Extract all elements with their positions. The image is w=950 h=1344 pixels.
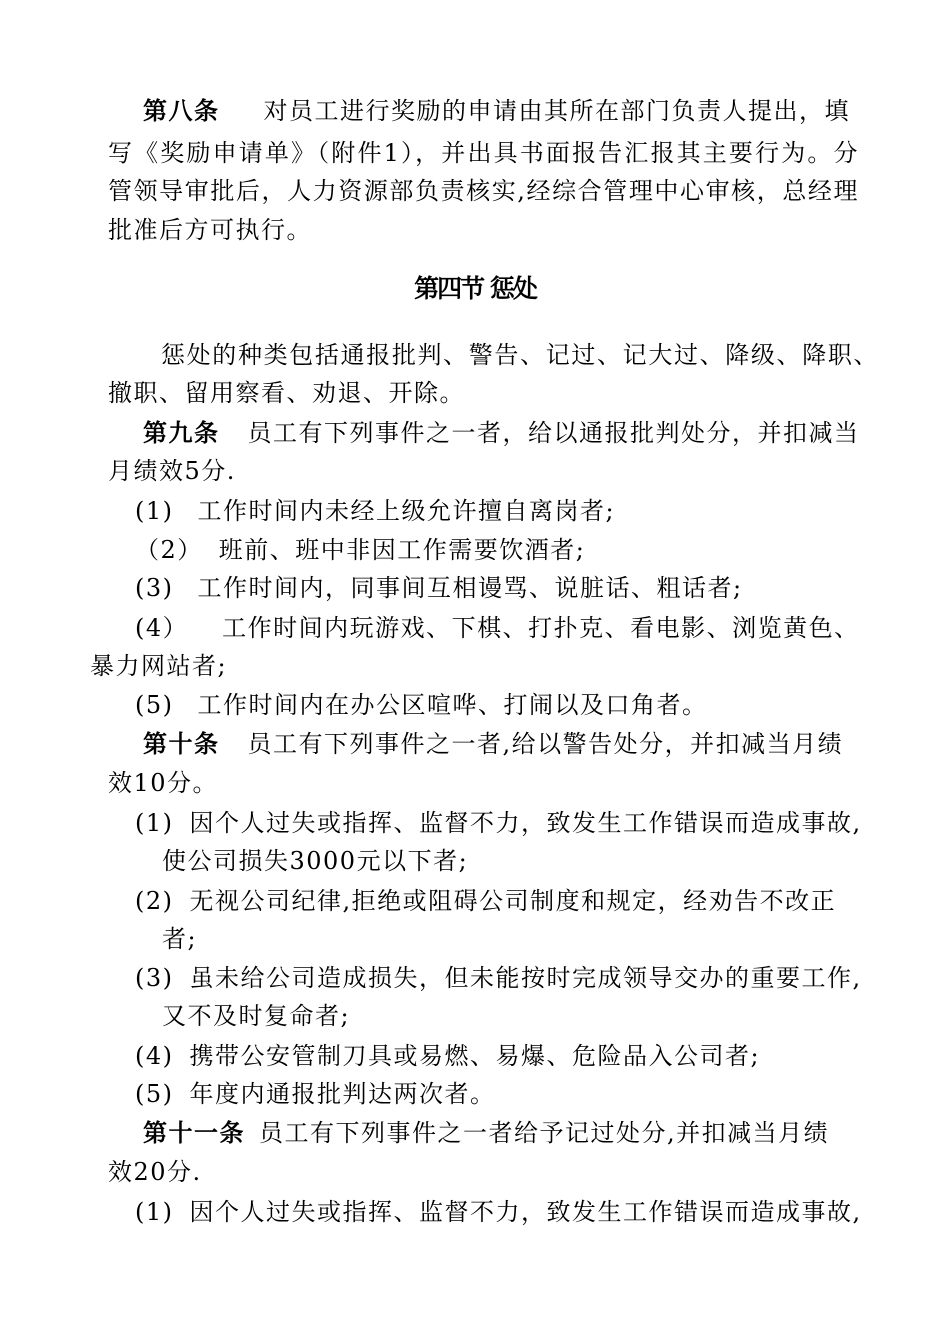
article-10-item-1-continued: 使公司损失3000元以下者; (162, 847, 469, 875)
section-4-title: 第四节 惩处 (414, 274, 536, 303)
item-number: (2) (135, 887, 174, 915)
article-10-item-1 (135, 808, 862, 838)
item-text: 年度内通报批判达两次者。 (189, 1080, 496, 1108)
article-10-label: 第十条 (143, 730, 220, 758)
article-8-line-1 (143, 96, 859, 126)
item-number: (3) (135, 574, 174, 602)
article-9-item-5 (135, 690, 708, 720)
article-9-line-2: 月绩效5分. (108, 457, 236, 485)
item-number: (4） (135, 614, 189, 642)
article-8-line-3: 管领导审批后，人力资源部负责核实,经综合管理中心审核，总经理 (108, 177, 859, 205)
item-text: 工作时间内玩游戏、下棋、打扑克、看电影、浏览黄色、 (222, 614, 860, 642)
article-10-item-2-continued: 者; (162, 925, 198, 953)
item-number: (5) (135, 1080, 174, 1108)
article-10-text-1: 员工有下列事件之一者,给以警告处分，并扣减当月绩 (247, 730, 844, 758)
item-text: 携带公安管制刀具或易燃、易爆、危险品入公司者; (189, 1042, 761, 1070)
item-text: 虽未给公司造成损失，但未能按时完成领导交办的重要工作, (189, 964, 862, 992)
article-8-text-1: 对员工进行奖励的申请由其所在部门负责人提出，填 (263, 97, 850, 125)
article-11-line-1 (143, 1118, 859, 1148)
article-9-item-2 (135, 535, 585, 565)
item-text: 因个人过失或指挥、监督不力，致发生工作错误而造成事故, (189, 1198, 862, 1226)
item-number: (1) (135, 809, 174, 837)
article-11-item-1 (135, 1197, 862, 1227)
item-text: 工作时间内，同事间互相谩骂、说脏话、粗话者; (197, 574, 743, 602)
article-11-line-2: 效20分. (108, 1158, 202, 1186)
article-9-item-3 (135, 573, 743, 603)
article-10-item-2 (135, 886, 836, 916)
article-9-line-1 (143, 418, 859, 448)
article-10-item-3-continued: 又不及时复命者; (162, 1002, 351, 1030)
item-number: （2） (135, 536, 203, 564)
article-10-line-1 (143, 729, 859, 759)
article-11-label: 第十一条 (143, 1119, 245, 1147)
article-11-text-1: 员工有下列事件之一者给予记过处分,并扣减当月绩 (259, 1119, 830, 1147)
item-text: 无视公司纪律,拒绝或阻碍公司制度和规定，经劝告不改正 (189, 887, 837, 915)
item-number: (5) (135, 691, 174, 719)
article-9-item-4-continued: 暴力网站者; (90, 652, 228, 680)
article-9-label: 第九条 (143, 419, 220, 447)
item-text: 因个人过失或指挥、监督不力，致发生工作错误而造成事故, (189, 809, 862, 837)
penalty-intro-line-2: 撤职、留用察看、劝退、开除。 (108, 379, 465, 407)
item-text: 工作时间内未经上级允许擅自离岗者; (197, 497, 616, 525)
item-number: (3) (135, 964, 174, 992)
article-8-line-2: 写《奖励申请单》（附件1），并出具书面报告汇报其主要行为。分 (108, 139, 859, 167)
penalty-intro-line-1: 惩处的种类包括通报批判、警告、记过、记大过、降级、降职、 (161, 341, 879, 369)
item-text: 班前、班中非因工作需要饮酒者; (218, 536, 586, 564)
item-number: (1) (135, 1198, 174, 1226)
article-10-item-4 (135, 1041, 760, 1071)
article-10-item-5 (135, 1079, 496, 1109)
article-10-line-2: 效10分。 (108, 769, 219, 797)
article-9-text-1: 员工有下列事件之一者，给以通报批判处分，并扣减当 (247, 419, 860, 447)
article-9-item-4 (135, 613, 860, 643)
article-8-line-4: 批准后方可执行。 (108, 216, 312, 244)
article-8-label: 第八条 (143, 97, 220, 125)
item-text: 工作时间内在办公区喧哗、打闹以及口角者。 (197, 691, 708, 719)
article-10-item-3 (135, 963, 862, 993)
item-number: (4) (135, 1042, 174, 1070)
item-number: (1) (135, 497, 174, 525)
article-9-item-1 (135, 496, 615, 526)
